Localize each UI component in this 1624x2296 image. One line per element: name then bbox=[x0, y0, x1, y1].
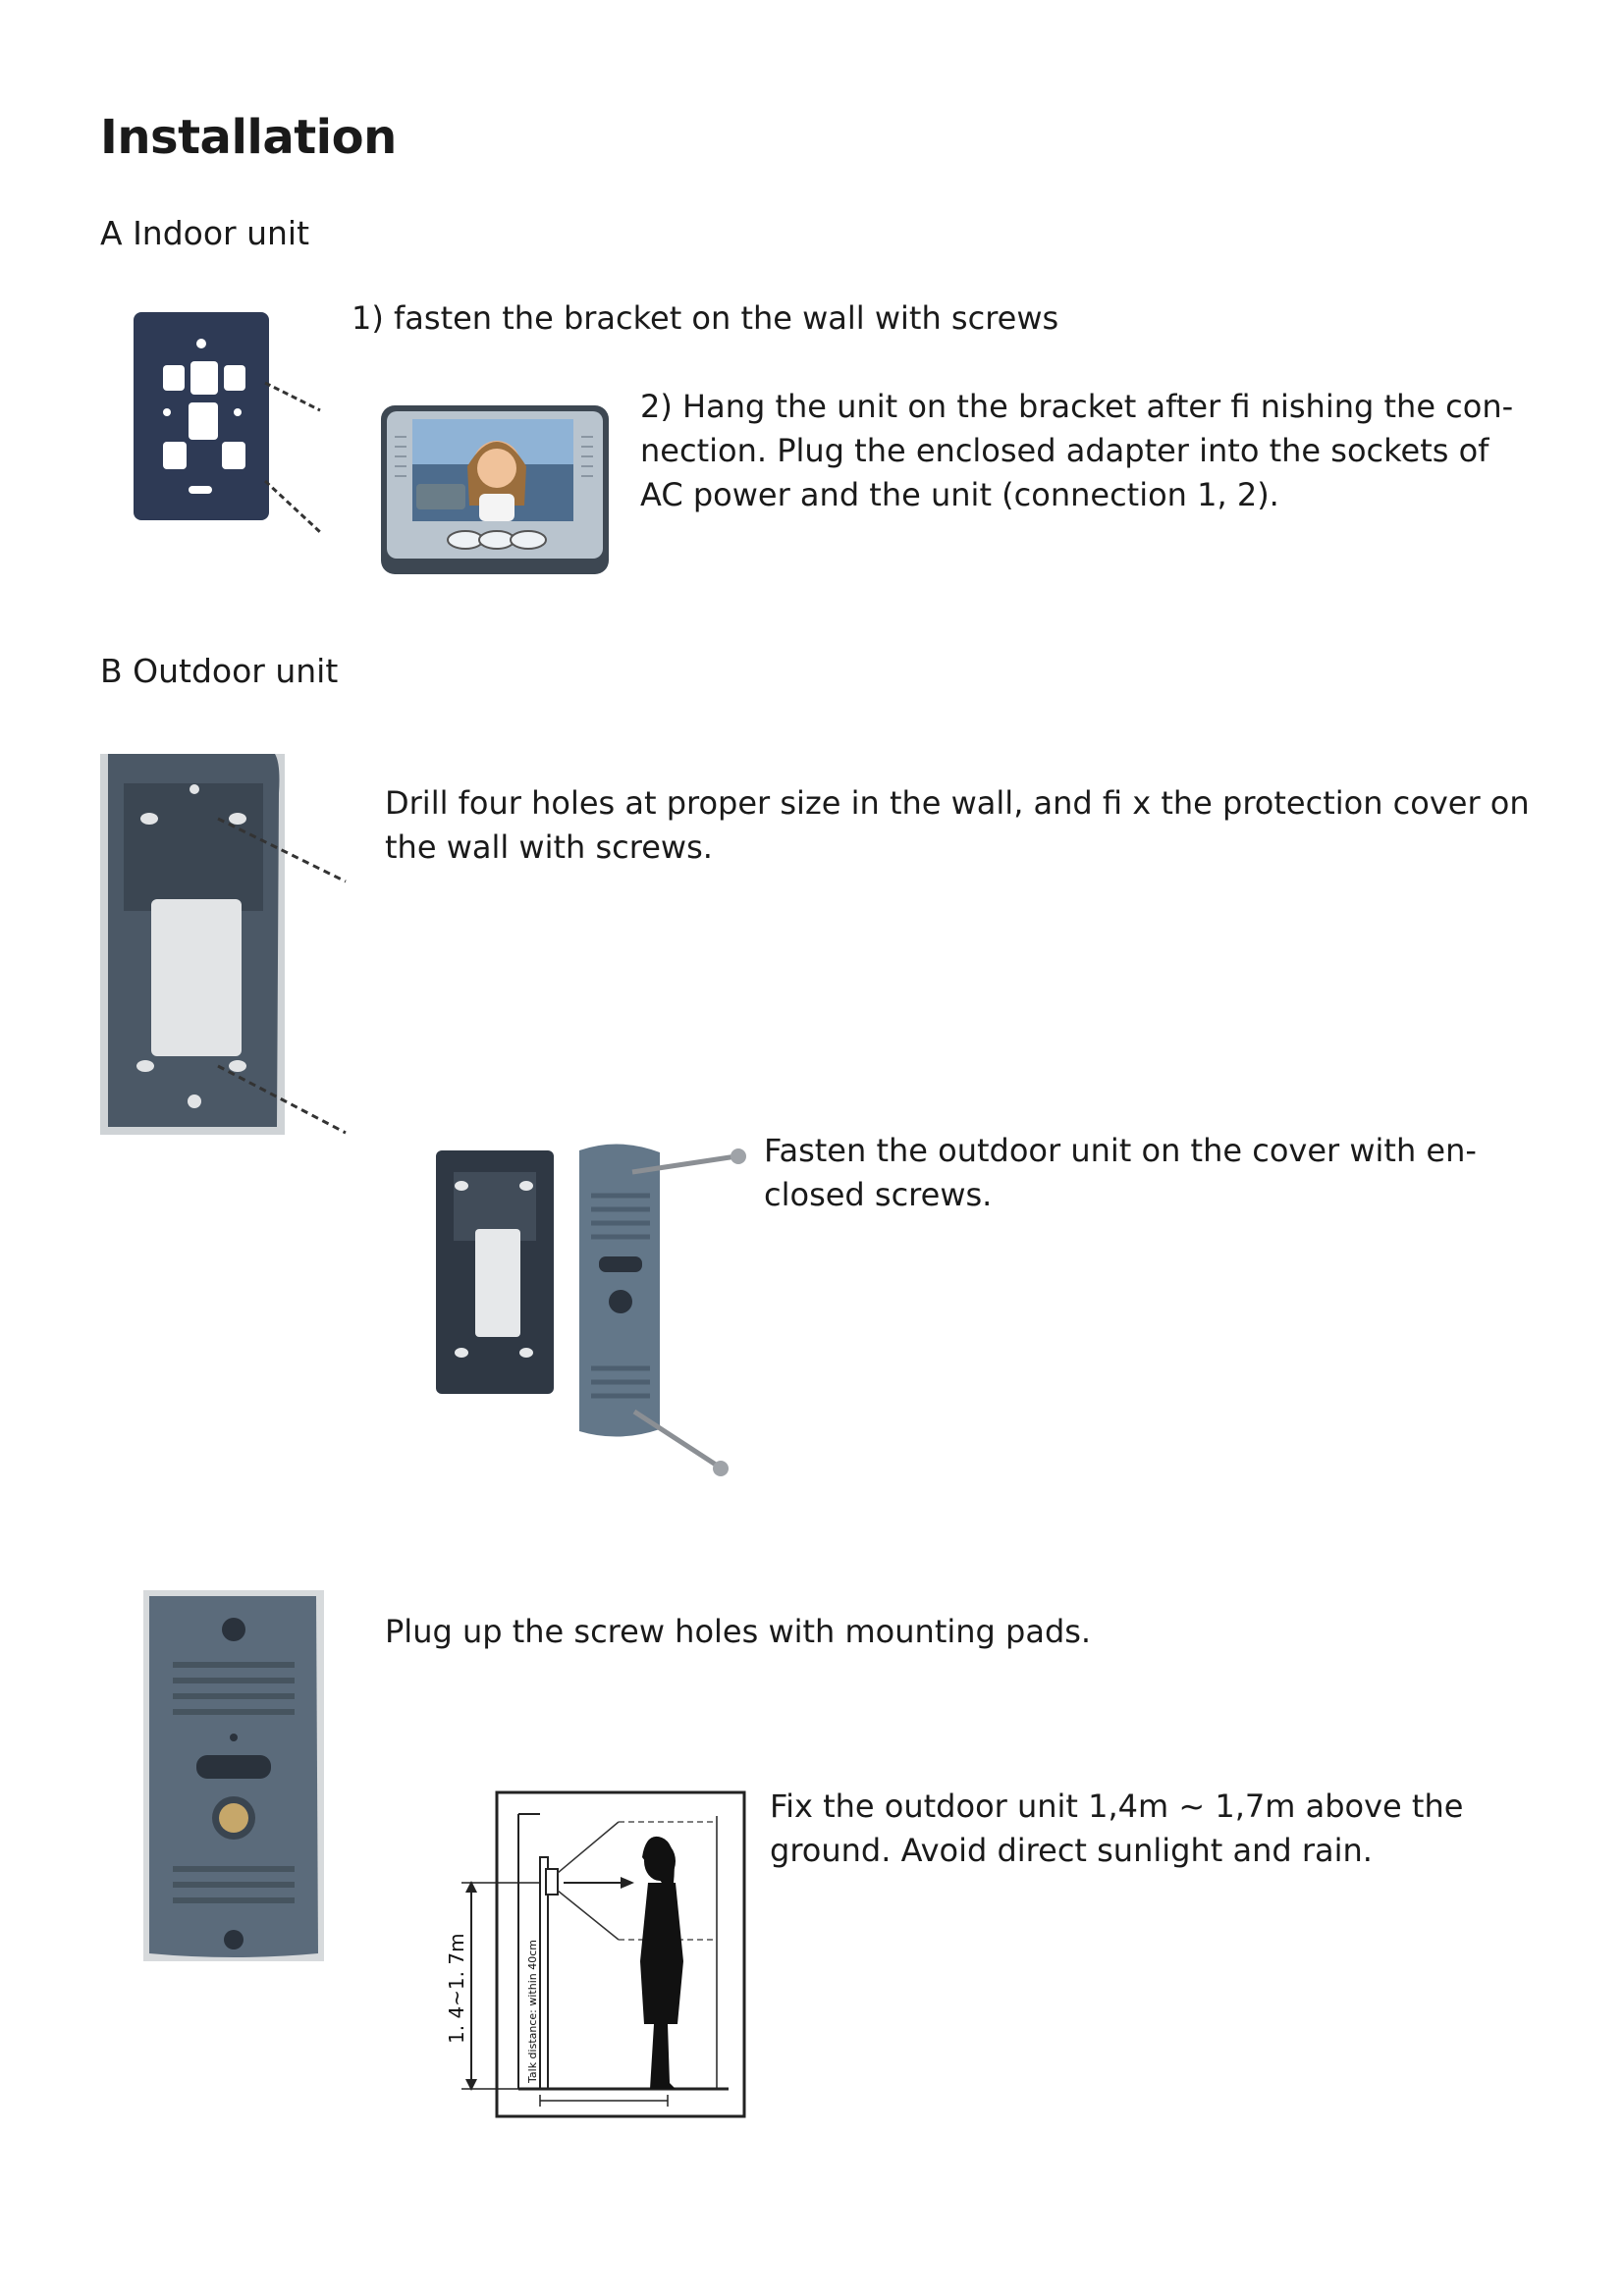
talk-distance-label: Talk distance: within 40cm bbox=[526, 1940, 539, 2083]
indoor-bracket-image bbox=[128, 304, 324, 540]
outdoor-heading: B Outdoor unit bbox=[100, 652, 339, 690]
outdoor-step-1: Drill four holes at proper size in the wall, and fi x the protection cover on the wall with screws. bbox=[385, 784, 1530, 866]
indoor-step-1: 1) fasten the bracket on the wall with screws bbox=[352, 299, 1059, 337]
page-title: Installation bbox=[100, 110, 397, 165]
indoor-heading: A Indoor unit bbox=[100, 214, 310, 252]
outdoor-cover-image bbox=[100, 754, 355, 1137]
outdoor-step-3: Plug up the screw holes with mounting pads. bbox=[385, 1613, 1092, 1650]
outdoor-assembly-image bbox=[432, 1137, 766, 1490]
indoor-step-2: 2) Hang the unit on the bracket after fi nishing the con- nection. Plug the enclosed adapter into the sockets of AC power and the unit (connection 1, 2). bbox=[640, 388, 1514, 513]
outdoor-step-2: Fasten the outdoor unit on the cover with en- closed screws. bbox=[764, 1132, 1477, 1213]
outdoor-panel-image bbox=[143, 1590, 330, 1963]
height-label: 1. 4~1. 7m bbox=[445, 1933, 468, 2044]
mounting-height-diagram bbox=[442, 1789, 756, 2122]
outdoor-step-4: Fix the outdoor unit 1,4m ~ 1,7m above the ground. Avoid direct sunlight and rain. bbox=[770, 1788, 1464, 1869]
indoor-monitor-image bbox=[377, 398, 613, 579]
